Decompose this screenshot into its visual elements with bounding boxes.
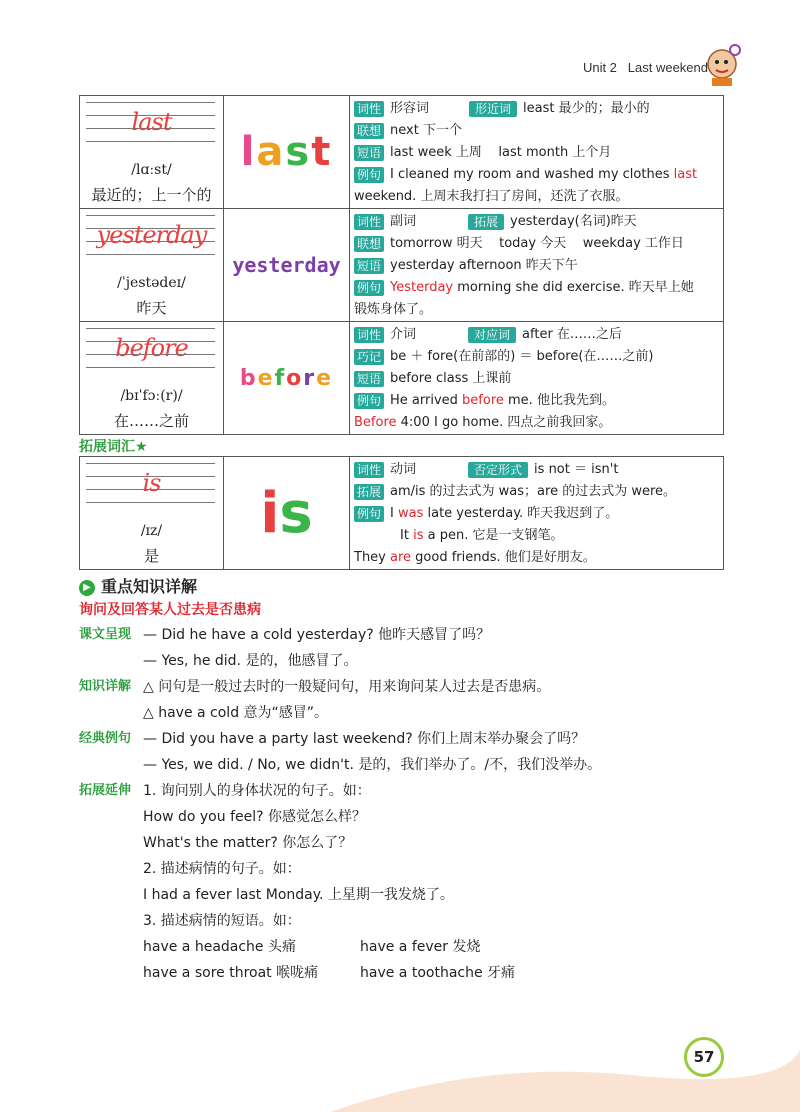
body-line: have a sore throat 喉咙痛 have a toothache 牙痛 [143, 965, 516, 981]
play-icon: ▶ [79, 580, 95, 596]
meaning: 在……之前 [113, 412, 189, 430]
handwritten-word: yesterday [96, 221, 207, 249]
word-cell [80, 96, 224, 208]
vocab-table [79, 95, 724, 435]
body-line: — Yes, he did. 是的，他感冒了。 [143, 653, 358, 669]
handwritten-word: last [131, 108, 172, 136]
body-line: have a headache 头痛 have a fever 发烧 [143, 939, 481, 955]
explain-cell: 词性 形容词 形近词 least 最少的；最小的 联想 next 下一个 短语 last week 上周 last month 上个月 例句 I cleaned my room and washed my clothes last weekend. 上周末我打扫了房间，还洗了衣服。 [354, 101, 698, 204]
vocab-row-before [80, 322, 723, 434]
unit-label: Unit 2 [582, 60, 617, 75]
handwritten-word: before [115, 334, 188, 362]
body-line: 2. 描述病情的句子。如： [143, 861, 301, 877]
explain-cell: 词性 介词 对应词 after 在……之后 巧记 be ＋ fore(在前部的) ＝ before(在……之前) 短语 before class 上课前 例句 He arrived before me. 他比我先到。 Before 4:00 I go home. 四点之前我回家。 [354, 327, 654, 430]
explanation-body [79, 622, 729, 986]
extended-vocab-table [79, 456, 724, 570]
meaning: 昨天 [136, 299, 167, 317]
phonetic: /bɪˈfɔː(r)/ [120, 388, 183, 404]
meaning: 是 [143, 547, 159, 565]
mascot-icon [704, 40, 742, 88]
body-line: 经典例句 — Did you have a party last weekend? 你们上周末举办聚会了吗？ [79, 731, 586, 747]
vocab-row-yesterday [80, 209, 723, 322]
body-line: What's the matter? 你怎么了？ [143, 835, 353, 851]
body-line: How do you feel? 你感觉怎么样？ [143, 809, 366, 825]
phonetic: /ˈjestədeɪ/ [117, 275, 186, 291]
body-line: 知识详解 △ 问句是一般过去时的一般疑问句，用来询问某人过去是否患病。 [79, 679, 551, 695]
decorative-wave [330, 1020, 800, 1112]
word-cell [80, 209, 224, 321]
tag: 词性 [354, 101, 384, 117]
word-cell [80, 322, 224, 434]
section-title: ▶ 重点知识详解 [79, 574, 197, 597]
handwritten-word: is [142, 469, 161, 497]
body-line: 拓展延伸 1. 询问别人的身体状况的句子。如： [79, 783, 371, 799]
explain-cell: 词性 动词 否定形式 is not ＝ isn't 拓展 am/is 的过去式为 was；are 的过去式为 were。 例句 I was late yesterday. 昨天我迟到了。 It is a pen. 它是一支钢笔。 They are good friends. 他们是好朋友。 [354, 462, 677, 565]
page-number: 57 [684, 1037, 724, 1077]
unit-title: Last weekend [627, 60, 708, 75]
extended-vocab-title: 拓展词汇★ [79, 439, 148, 455]
word-cell [80, 457, 224, 569]
body-line: △ have a cold 意为“感冒”。 [143, 705, 329, 721]
phonetic: /lɑːst/ [131, 162, 172, 178]
page-header [583, 60, 708, 75]
explain-cell: 词性 副词 拓展 yesterday(名词)昨天 联想 tomorrow 明天 today 今天 weekday 工作日 短语 yesterday afternoon 昨天下午 例句 Yesterday morning she did exercise. 昨天早上她 锻炼身体了。 [354, 214, 694, 317]
body-line: I had a fever last Monday. 上星期一我发烧了。 [143, 887, 454, 903]
vocab-row-is [80, 457, 723, 569]
body-line: 3. 描述病情的短语。如： [143, 913, 301, 929]
phonetic: /ɪz/ [140, 523, 163, 539]
meaning: 最近的；上一个的 [91, 186, 212, 204]
section-subtitle: 询问及回答某人过去是否患病 [79, 602, 261, 618]
body-line: 课文呈现 — Did he have a cold yesterday? 他昨天感冒了吗？ [79, 627, 491, 643]
vocab-row-last [80, 96, 723, 209]
body-line: — Yes, we did. / No, we didn't. 是的，我们举办了。/不，我们没举办。 [143, 757, 602, 773]
word-art-cell: last [224, 96, 350, 208]
word-art-cell: before [224, 322, 350, 434]
word-art-cell: is [224, 457, 350, 569]
word-art-cell: yesterday [224, 209, 350, 321]
